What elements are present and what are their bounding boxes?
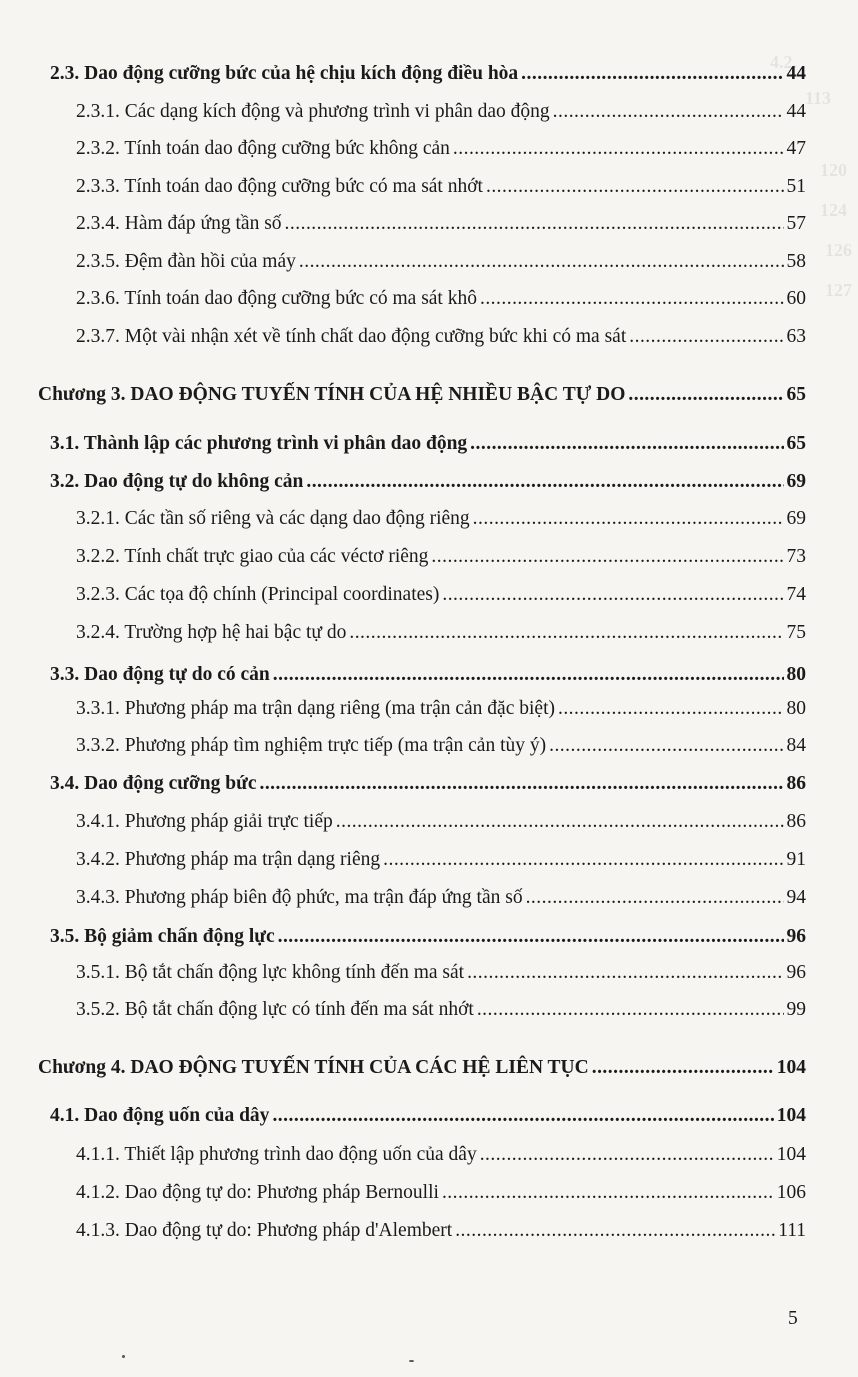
- dot-leader: [549, 734, 783, 758]
- document-page: 4.2. 113 120 124 126 127 2.3. Dao động cưỡng bức của hệ chịu kích động điều hòa . . . 44 2.3.1. Các dạng kích động và phương trình vi phân dao động . . . 44 2.3.2. Tính toán dao động cưỡng bức không cản . . . 47 2.3.3. Tính toán dao động cưỡng bức có ma sát nhớt . . . 51 2.3.4. Hàm đáp ứng tần số . . . 57 2.3.5. Đệm đàn hồi của máy . . . 58 2.3.6. Tính toán dao động cưỡng bức có ma sát khô . . . 60 2.3.7. Một vài nhận xét về tính chất dao động cưỡng bức khi có ma sát . . . 63 Chương 3. DAO ĐỘNG TUYẾN TÍNH CỦA HỆ NHIỀU BẬC TỰ DO . . . 65 3.1. Thành lập các phương trình vi phân dao động . . . 65 3.2. Dao động tự do không cản . . . 69 3.2.1. Các tần số riêng và các dạng dao động riêng . . . 69 3.2.2. Tính chất trực giao của các véctơ riêng . . . 73 3.2.3. Các tọa độ chính (Principal coordinates) . . . 74 3.2.4. Trường hợp hệ hai bậc tự do . . . 75 3.3. Dao động tự do có cản . . . 80 3.3.1. Phương pháp ma trận dạng riêng (ma trận cản đặc biệt) . . . 80 3.3.2. Phương pháp tìm nghiệm trực tiếp (ma trận cản tùy ý) . . . 84 3.4. Dao động cưỡng bức . . . 86 3.4.1. Phương pháp giải trực tiếp . . . 86 3.4.2. Phương pháp ma trận dạng riêng . . . 91 3.4.3. Phương pháp biên độ phức, ma trận đáp ứng tần số . . . 94 3.5. Bộ giảm chấn động lực . . . 96 3.5.1. Bộ tắt chấn động lực không tính đến ma sát . . . 96 3.5.2. Bộ tắt chấn động lực có tính đến ma sát nhớt . . . 99 Chương 4. DAO ĐỘNG TUYẾN TÍNH CỦA CÁC HỆ LIÊN TỤC . . . 104 4.1. Dao động uốn của dây . . . 104 4.1.1. Thiết lập phương trình dao động uốn của dây . . . 104 4.1.2. Dao động tự do: Phương pháp Bernoulli . . . 106 4.1.3. Dao động tự do: Phương pháp d'Alembert . . . 111 5: [0, 0, 858, 1377]
- dot-leader: [467, 961, 783, 985]
- toc-entry-title: 3.3. Dao động tự do có cản: [50, 664, 270, 685]
- toc-subsection-entry[interactable]: [76, 250, 806, 274]
- dot-leader: [383, 848, 783, 872]
- dot-leader: [349, 621, 783, 645]
- dot-leader: [470, 432, 783, 456]
- dot-leader: [558, 697, 784, 721]
- toc-subsection-entry[interactable]: [76, 1219, 806, 1243]
- toc-entry-title: 4.1. Dao động uốn của dây: [50, 1105, 270, 1126]
- toc-entry-page-number: 44: [786, 63, 806, 84]
- dot-leader: [629, 325, 783, 349]
- toc-section-entry[interactable]: [50, 663, 806, 687]
- toc-entry-title: 3.4.2. Phương pháp ma trận dạng riêng: [76, 849, 381, 870]
- dot-leader: [521, 62, 783, 86]
- dot-leader: [592, 1056, 774, 1080]
- dot-leader: [278, 925, 784, 949]
- toc-entry-title: 2.3.5. Đệm đàn hồi của máy: [76, 251, 296, 272]
- toc-entry-title: 2.3.1. Các dạng kích động và phương trình vi phân dao động: [76, 101, 550, 122]
- toc-subsection-entry[interactable]: [76, 287, 806, 311]
- dot-leader: [442, 1181, 774, 1205]
- dot-leader: [553, 100, 784, 124]
- dot-leader: [259, 772, 783, 796]
- dot-leader: [431, 545, 783, 569]
- toc-entry-title: 3.2.3. Các tọa độ chính (Principal coordinates): [76, 584, 440, 605]
- toc-subsection-entry[interactable]: [76, 734, 806, 758]
- page-number: 5: [788, 1308, 798, 1329]
- dot-leader: [272, 1104, 773, 1128]
- toc-entry-page-number: 63: [786, 326, 806, 347]
- toc-entry-page-number: 80: [786, 698, 806, 719]
- toc-entry-title: 2.3.4. Hàm đáp ứng tần số: [76, 213, 282, 234]
- toc-subsection-entry[interactable]: [76, 137, 806, 161]
- toc-subsection-entry[interactable]: [76, 212, 806, 236]
- toc-section-entry[interactable]: [50, 1104, 806, 1128]
- dot-leader: [442, 583, 783, 607]
- toc-subsection-entry[interactable]: [76, 810, 806, 834]
- toc-entry-page-number: 84: [786, 735, 806, 756]
- dot-leader: [453, 137, 784, 161]
- toc-entry-page-number: 58: [786, 251, 806, 272]
- toc-entry-page-number: 104: [776, 1105, 806, 1126]
- toc-subsection-entry[interactable]: [76, 961, 806, 985]
- toc-entry-page-number: 44: [786, 101, 806, 122]
- toc-entry-page-number: 86: [786, 773, 806, 794]
- toc-entry-title: 3.4.3. Phương pháp biên độ phức, ma trận đáp ứng tần số: [76, 887, 523, 908]
- toc-entry-page-number: 104: [776, 1144, 806, 1165]
- toc-entry-page-number: 69: [786, 471, 806, 492]
- toc-section-entry[interactable]: [50, 925, 806, 949]
- dot-leader: [477, 998, 784, 1022]
- dot-leader: [336, 810, 784, 834]
- toc-entry-title: 3.4. Dao động cưỡng bức: [50, 773, 257, 794]
- dot-leader: [480, 1143, 774, 1167]
- toc-entry-page-number: 65: [786, 433, 806, 454]
- toc-subsection-entry[interactable]: [76, 621, 806, 645]
- toc-entry-page-number: 74: [786, 584, 806, 605]
- toc-subsection-entry[interactable]: [76, 583, 806, 607]
- toc-entry-page-number: 91: [786, 849, 806, 870]
- toc-entry-title: 3.5.1. Bộ tắt chấn động lực không tính đến ma sát: [76, 962, 465, 983]
- dot-leader: [480, 287, 784, 311]
- toc-subsection-entry[interactable]: [76, 697, 806, 721]
- toc-entry-page-number: 80: [786, 664, 806, 685]
- toc-entry-page-number: 47: [786, 138, 806, 159]
- toc-entry-page-number: 60: [786, 288, 806, 309]
- toc-entry-title: Chương 4. DAO ĐỘNG TUYẾN TÍNH CỦA CÁC HỆ LIÊN TỤC: [38, 1057, 589, 1078]
- toc-chapter-entry[interactable]: [38, 383, 806, 407]
- toc-entry-title: 3.2.1. Các tần số riêng và các dạng dao động riêng: [76, 508, 470, 529]
- toc-subsection-entry[interactable]: [76, 886, 806, 910]
- toc-section-entry[interactable]: [50, 62, 806, 86]
- toc-entry-page-number: 57: [786, 213, 806, 234]
- toc-entry-title: 3.5.2. Bộ tắt chấn động lực có tính đến ma sát nhớt: [76, 999, 474, 1020]
- toc-entry-page-number: 96: [786, 926, 806, 947]
- toc-entry-title: 2.3.3. Tính toán dao động cưỡng bức có ma sát nhớt: [76, 176, 483, 197]
- toc-entry-title: Chương 3. DAO ĐỘNG TUYẾN TÍNH CỦA HỆ NHIỀU BẬC TỰ DO: [38, 384, 626, 405]
- toc-entry-title: 3.2.4. Trường hợp hệ hai bậc tự do: [76, 622, 347, 643]
- toc-subsection-entry[interactable]: [76, 507, 806, 531]
- dot-leader: [473, 507, 784, 531]
- toc-entry-page-number: 73: [786, 546, 806, 567]
- toc-section-entry[interactable]: [50, 432, 806, 456]
- toc-entry-title: 2.3.2. Tính toán dao động cưỡng bức không cản: [76, 138, 450, 159]
- toc-subsection-entry[interactable]: [76, 1181, 806, 1205]
- toc-subsection-entry[interactable]: [76, 100, 806, 124]
- dot-leader: [273, 663, 784, 687]
- toc-entry-title: 3.2.2. Tính chất trực giao của các véctơ riêng: [76, 546, 429, 567]
- toc-entry-page-number: 75: [786, 622, 806, 643]
- toc-entry-page-number: 51: [786, 176, 806, 197]
- toc-section-entry[interactable]: [50, 772, 806, 796]
- toc-entry-title: 4.1.2. Dao động tự do: Phương pháp Bernoulli: [76, 1182, 439, 1203]
- toc-entry-page-number: 86: [786, 811, 806, 832]
- toc-entry-page-number: 111: [778, 1220, 806, 1241]
- toc-entry-page-number: 104: [776, 1057, 806, 1078]
- toc-entry-page-number: 69: [786, 508, 806, 529]
- toc-section-entry[interactable]: [50, 470, 806, 494]
- toc-entry-title: 4.1.1. Thiết lập phương trình dao động uốn của dây: [76, 1144, 477, 1165]
- dot-leader: [285, 212, 784, 236]
- toc-entry-title: 3.3.2. Phương pháp tìm nghiệm trực tiếp (ma trận cản tùy ý): [76, 735, 547, 756]
- toc-chapter-entry[interactable]: [38, 1056, 806, 1080]
- dot-leader: [628, 383, 783, 407]
- dot-leader: [486, 175, 784, 199]
- toc-entry-title: 2.3.7. Một vài nhận xét về tính chất dao động cưỡng bức khi có ma sát: [76, 326, 627, 347]
- toc-subsection-entry[interactable]: [76, 325, 806, 349]
- dot-leader: [455, 1219, 775, 1243]
- toc-entry-title: 3.3.1. Phương pháp ma trận dạng riêng (ma trận cản đặc biệt): [76, 698, 555, 719]
- toc-subsection-entry[interactable]: [76, 1143, 806, 1167]
- toc-entry-title: 3.4.1. Phương pháp giải trực tiếp: [76, 811, 333, 832]
- toc-entry-page-number: 65: [786, 384, 806, 405]
- toc-entry-page-number: 106: [776, 1182, 806, 1203]
- toc-subsection-entry[interactable]: [76, 175, 806, 199]
- toc-subsection-entry[interactable]: [76, 848, 806, 872]
- dot-leader: [306, 470, 783, 494]
- toc-subsection-entry[interactable]: [76, 545, 806, 569]
- toc-entry-page-number: 94: [786, 887, 806, 908]
- toc-entry-title: 3.1. Thành lập các phương trình vi phân dao động: [50, 433, 468, 454]
- toc-entry-title: 2.3. Dao động cưỡng bức của hệ chịu kích động điều hòa: [50, 63, 519, 84]
- dot-leader: [299, 250, 784, 274]
- toc-entry-title: 2.3.6. Tính toán dao động cưỡng bức có ma sát khô: [76, 288, 477, 309]
- toc-entry-page-number: 96: [786, 962, 806, 983]
- toc-entry-title: 3.2. Dao động tự do không cản: [50, 471, 304, 492]
- toc-entry-page-number: 99: [786, 999, 806, 1020]
- toc-entry-title: 4.1.3. Dao động tự do: Phương pháp d'Alembert: [76, 1220, 453, 1241]
- dot-leader: [526, 886, 784, 910]
- toc-subsection-entry[interactable]: [76, 998, 806, 1022]
- toc-entry-title: 3.5. Bộ giảm chấn động lực: [50, 926, 275, 947]
